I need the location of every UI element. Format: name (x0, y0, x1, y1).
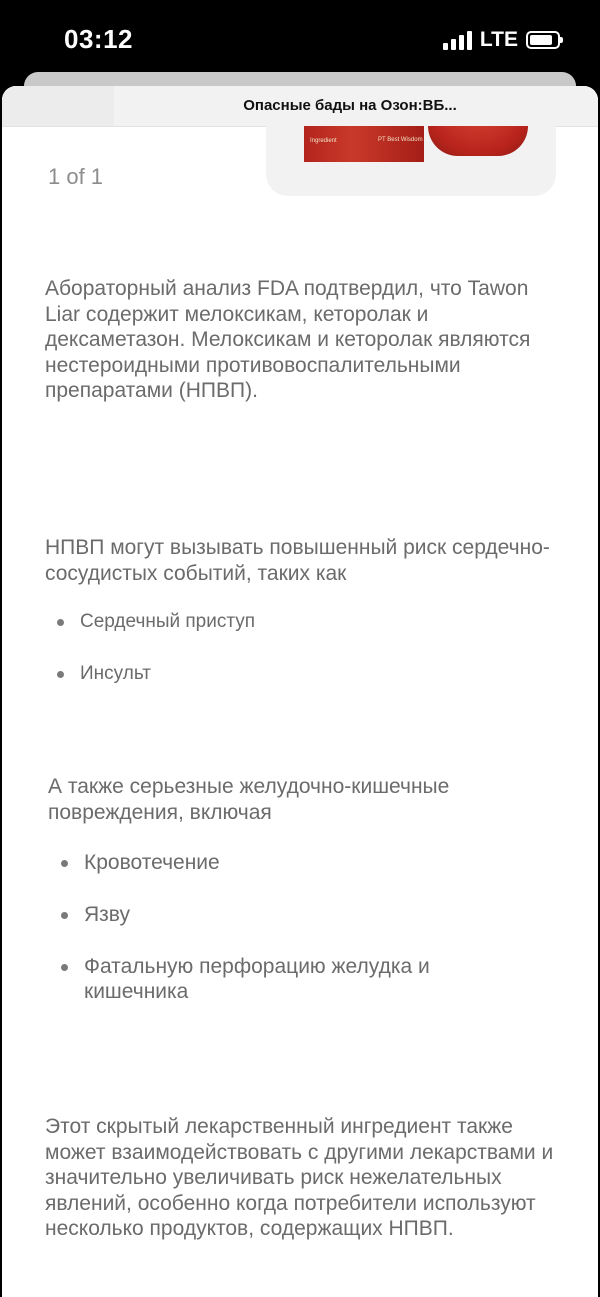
paragraph-interactions: Этот скрытый лекарственный ингредиент также может взаимодействовать с другими лекарствами и значительно увеличивать риск нежелательных явлений, особенно когда потребители используют несколько продуктов, содержащих НПВП. (45, 1115, 554, 1240)
list-item: Фатальную перфорацию желудка и кишечника (58, 954, 524, 1004)
list-item: Кровотечение (58, 850, 524, 875)
gi-damage-list (58, 850, 524, 1031)
article-content[interactable] (2, 126, 598, 1297)
cardio-risk-list (54, 610, 255, 714)
paragraph-nsaid-risk: НПВП могут вызывать повышенный риск сердечно-сосудистых событий, таких как (45, 536, 550, 585)
status-bar (0, 0, 600, 80)
browser-sheet (2, 86, 598, 1297)
paragraph-gi-damage: А также серьезные желудочно-кишечные повреждения, включая (48, 775, 450, 824)
browser-title-bar[interactable] (2, 86, 598, 127)
battery-icon (526, 31, 560, 49)
paragraph-fda-analysis: Абораторный анализ FDA подтвердил, что Tawon Liar содержит мелоксикам, кеторолак и дексаметазон. Мелоксикам и кеторолак являются нестероидными противовоспалительными препаратами (НПВП). (45, 277, 531, 402)
product-jar-image (428, 126, 528, 156)
gallery-pager: 1 of 1 (48, 164, 104, 189)
product-image-card[interactable] (266, 126, 556, 196)
status-time: 03:12 (64, 24, 133, 54)
status-indicators (443, 28, 560, 52)
list-item: Язву (58, 902, 524, 927)
product-box-image (304, 126, 424, 162)
network-type: LTE (479, 28, 518, 51)
list-item: Сердечный приступ (54, 610, 255, 662)
product-box-maker: PT Best Wisdom (378, 137, 423, 143)
cellular-signal-icon (443, 30, 472, 50)
list-item: Инсульт (54, 662, 255, 714)
page-title: Опасные бады на Озон:ВБ... (243, 97, 457, 114)
title-bar-left-area (2, 86, 114, 126)
product-box-label: Ingredient (310, 138, 337, 144)
